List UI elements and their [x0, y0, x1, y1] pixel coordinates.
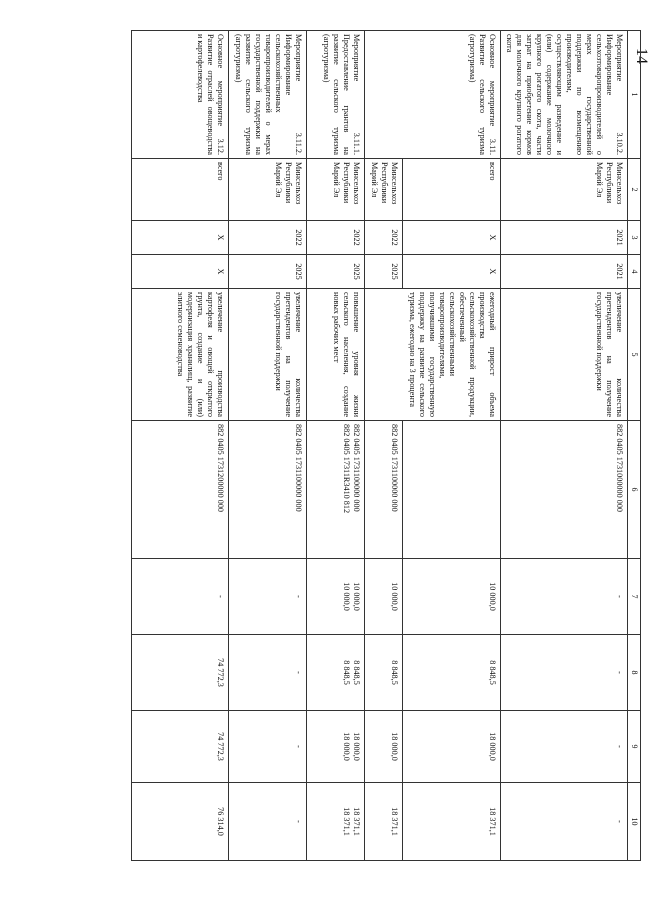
- value: 74 772,3: [216, 658, 225, 687]
- value: -: [294, 671, 303, 674]
- end-year-cell: 2021: [501, 255, 628, 289]
- rotated-table-container: [131, 30, 641, 860]
- table-row: [403, 31, 501, 861]
- header-cell: 9: [628, 711, 641, 783]
- value-cell: [501, 635, 628, 711]
- end-year-cell: 2025: [307, 255, 365, 289]
- value: -: [294, 595, 303, 598]
- value-cell: [365, 559, 403, 635]
- executor-cell: всего: [132, 159, 229, 221]
- value: -: [615, 595, 624, 598]
- value: 18 000,0: [342, 732, 351, 761]
- header-cell: 7: [628, 559, 641, 635]
- header-cell: 3: [628, 221, 641, 255]
- value-cell: [403, 711, 501, 783]
- table-row: [501, 31, 628, 861]
- value: -: [615, 671, 624, 674]
- table-row: [229, 31, 307, 861]
- start-year-cell: 2021: [501, 221, 628, 255]
- value: 8 848,5: [390, 660, 399, 685]
- executor-cell: Минсельхоз Республики Марий Эл: [501, 159, 628, 221]
- executor-cell: Минсельхоз Республики Марий Эл: [229, 159, 307, 221]
- value: 10 000,0: [390, 582, 399, 611]
- activity-name-cell: Мероприятие 3.10.2. Информирование сельхозтоваропроизводителей о мерах государственной поддержки по возмещению производителям, осуществляющим разведение и (или) содержание молочного крупного рогатого скота, части затрат на приобретение кормов для молочного крупного рогатого скота: [501, 31, 628, 159]
- value-cell: [229, 559, 307, 635]
- value-cell: [307, 783, 365, 861]
- header-cell: 2: [628, 159, 641, 221]
- value-cell: [229, 783, 307, 861]
- activity-name-cell: Мероприятие 3.11.2. Информирование сельскохозяйственных товаропроизводителей о мерах государственной поддержки на развитие сельского туризма (агротуризма): [229, 31, 307, 159]
- value: -: [615, 820, 624, 823]
- value-cell: [403, 783, 501, 861]
- value: 8 848,5: [488, 660, 497, 685]
- activity-name-cell: Мероприятие 3.11.1. Предоставление грантов на развитие сельского туризма (агротуризма): [307, 31, 365, 159]
- budget-code: 882 0405 17311R3410 812: [342, 424, 351, 514]
- header-cell: 8: [628, 635, 641, 711]
- value: 18 000,0: [488, 732, 497, 761]
- value: -: [294, 820, 303, 823]
- table-row: [307, 31, 365, 861]
- activity-name-cell: Основное мероприятие 3.12. Развитие отраслей овощеводства и картофелеводства: [132, 31, 229, 159]
- value-cell: [403, 559, 501, 635]
- budget-code-cell: [501, 421, 628, 559]
- header-cell: 4: [628, 255, 641, 289]
- value: 10 000,0: [352, 582, 361, 611]
- end-year-cell: X: [132, 255, 229, 289]
- budget-code-cell: [365, 421, 403, 559]
- value-cell: [403, 635, 501, 711]
- executor-cell: Минсельхоз Республики Марий Эл: [365, 159, 403, 221]
- value: 74 772,3: [216, 732, 225, 761]
- program-table: [131, 30, 641, 861]
- header-cell: 10: [628, 783, 641, 861]
- value: 8 848,5: [342, 660, 351, 685]
- value-cell: [365, 635, 403, 711]
- value-cell: [132, 783, 229, 861]
- value: -: [216, 595, 225, 598]
- value-cell: [307, 635, 365, 711]
- value-cell: [501, 711, 628, 783]
- header-cell: 6: [628, 421, 641, 559]
- value-cell: [501, 559, 628, 635]
- value-cell: [132, 559, 229, 635]
- value: 18 000,0: [390, 732, 399, 761]
- value: 10 000,0: [342, 582, 351, 611]
- value: -: [294, 745, 303, 748]
- start-year-cell: 2022: [229, 221, 307, 255]
- value-cell: [229, 711, 307, 783]
- start-year-cell: X: [403, 221, 501, 255]
- value: 10 000,0: [488, 582, 497, 611]
- value-cell: [307, 559, 365, 635]
- value-cell: [501, 783, 628, 861]
- value: 18 371,1: [352, 807, 361, 836]
- budget-code-cell: [403, 421, 501, 559]
- result-cell: увеличение количества претендентов на получение государственной поддержки: [501, 289, 628, 421]
- executor-cell: Минсельхоз Республики Марий Эл: [307, 159, 365, 221]
- value: 18 371,1: [488, 807, 497, 836]
- start-year-cell: 2022: [307, 221, 365, 255]
- result-cell: повышение уровня жизни сельского населения, создание новых рабочих мест: [307, 289, 365, 421]
- budget-code: 882 0405 1731000000 000: [615, 424, 624, 513]
- page-number: 14: [633, 48, 650, 64]
- result-cell: ежегодный прирост объема производства сельскохозяйственной продукции, обеспеченный сельскохозяйственными товаропроизводителями, получившими государственную поддержку на развитие сельского туризма, ежегодно на 3 процента: [365, 289, 501, 421]
- value-cell: [307, 711, 365, 783]
- value-cell: [132, 635, 229, 711]
- budget-code: 882 0405 1731100000 000: [294, 424, 303, 512]
- end-year-cell: X: [403, 255, 501, 289]
- budget-code: 882 0405 1731100000 000: [390, 424, 399, 512]
- budget-code-cell: [132, 421, 229, 559]
- header-row: [628, 31, 641, 861]
- end-year-cell: 2025: [365, 255, 403, 289]
- value: -: [615, 745, 624, 748]
- value: 8 848,5: [352, 660, 361, 685]
- end-year-cell: 2025: [229, 255, 307, 289]
- header-cell: 1: [628, 31, 641, 159]
- activity-name-cell: Основное мероприятие 3.11. Развитие сельского туризма (агротуризма): [365, 31, 501, 159]
- value: 18 000,0: [352, 732, 361, 761]
- value-cell: [132, 711, 229, 783]
- executor-cell: всего: [403, 159, 501, 221]
- value: 76 314,0: [216, 807, 225, 836]
- header-cell: 5: [628, 289, 641, 421]
- start-year-cell: X: [132, 221, 229, 255]
- budget-code-cell: [229, 421, 307, 559]
- budget-code: 882 0405 1731100000 000: [352, 424, 361, 512]
- value-cell: [229, 635, 307, 711]
- start-year-cell: 2022: [365, 221, 403, 255]
- value: 18 371,1: [342, 807, 351, 836]
- value-cell: [365, 711, 403, 783]
- budget-code-cell: [307, 421, 365, 559]
- budget-code: 882 0405 1731200000 000: [216, 424, 225, 513]
- value-cell: [365, 783, 403, 861]
- value: 18 371,1: [390, 807, 399, 836]
- table-row: [132, 31, 229, 861]
- result-cell: увеличение производства картофеля и овощей открытого грунта, создание и (или) модернизация хранилищ, развитие элитного семеноводства: [132, 289, 229, 421]
- result-cell: увеличение количества претендентов на получение государственной поддержки: [229, 289, 307, 421]
